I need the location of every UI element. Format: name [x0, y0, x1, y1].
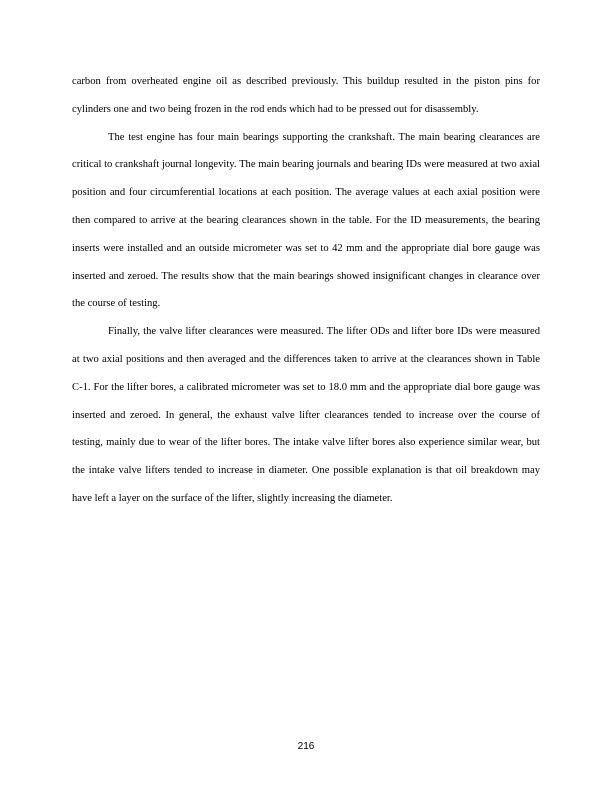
paragraph-main-bearings: The test engine has four main bearings supporting the crankshaft. The main bearing clearances are critical to crankshaft journal longevity. The main bearing journals and bearing IDs were measured at two axial position and four circumferential locations at each position. The average values at each axial position were then compared to arrive at the bearing clearances shown in the table. For the ID measurements, the bearing inserts were installed and an outside micrometer was set to 42 mm and the appropriate dial bore gauge was inserted and zeroed. The results show that the main bearings showed insignificant changes in clearance over the course of testing.	[72, 131, 540, 310]
body-text	[72, 68, 540, 513]
paragraph-valve-lifters: Finally, the valve lifter clearances were measured. The lifter ODs and lifter bore IDs were measured at two axial positions and then averaged and the differences taken to arrive at the clearances shown in Table C-1. For the lifter bores, a calibrated micrometer was set to 18.0 mm and the appropriate dial bore gauge was inserted and zeroed. In general, the exhaust valve lifter clearances tended to increase over the course of testing, mainly due to wear of the lifter bores. The intake valve lifter bores also experience similar wear, but the intake valve lifters tended to increase in diameter. One possible explanation is that oil breakdown may have left a layer on the surface of the lifter, slightly increasing the diameter.	[72, 326, 540, 504]
page-number: 216	[297, 741, 315, 752]
paragraph-continued: carbon from overheated engine oil as described previously. This buildup resulted in the piston pins for cylinders one and two being frozen in the rod ends which had to be pressed out for disassembly.	[72, 76, 540, 115]
